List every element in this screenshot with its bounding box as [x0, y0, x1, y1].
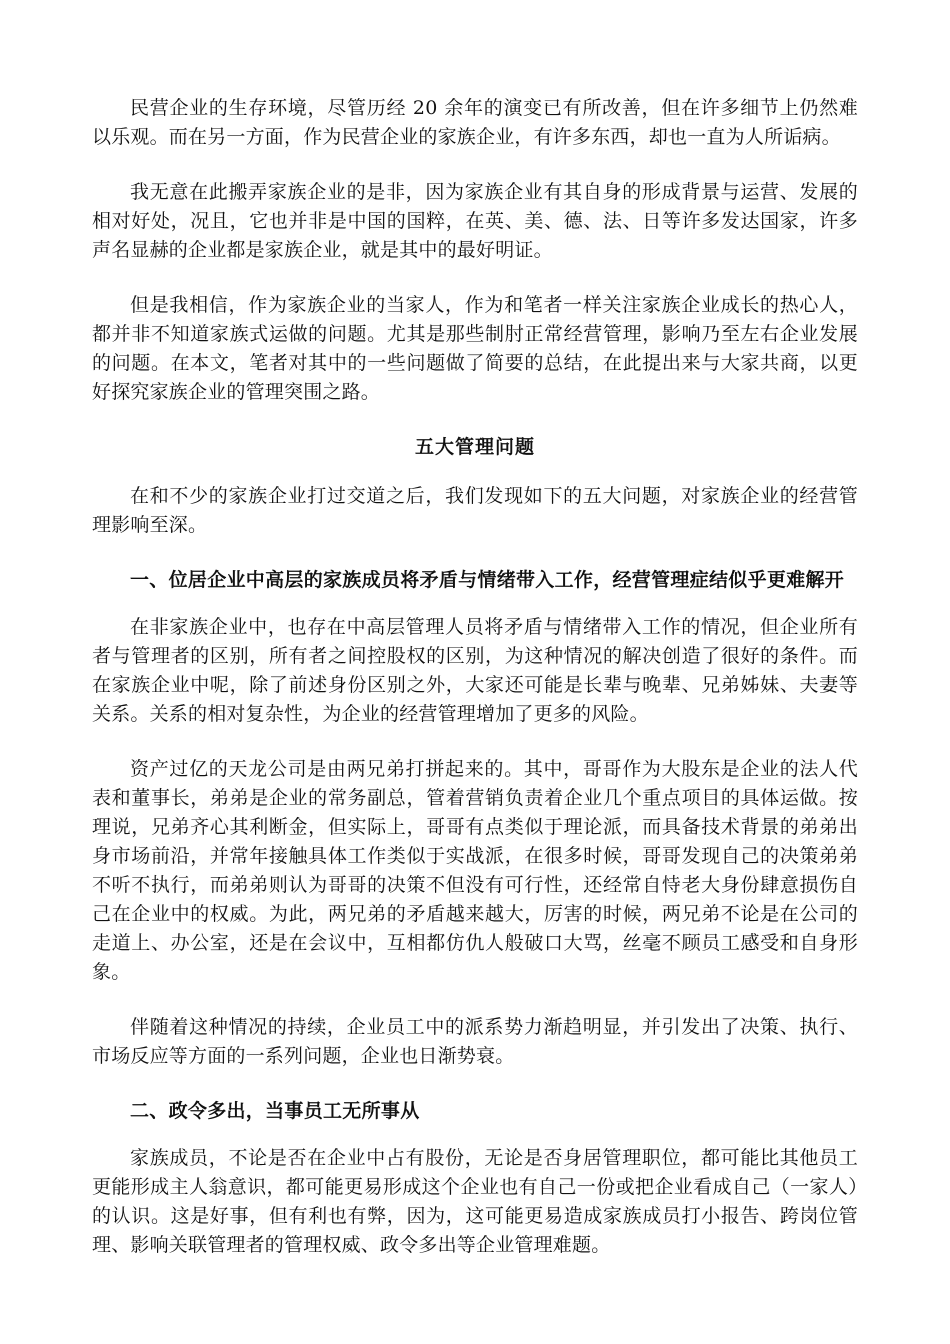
problem-2-heading: 二、政令多出，当事员工无所事从: [130, 1100, 420, 1122]
problem-2-paragraph-1: 家族成员，不论是否在企业中占有股份，无论是否身居管理职位，都可能比其他员工更能形成主人翁意识，都可能更易形成这个企业也有自己一份或把企业看成自己（一家人）的认识。这是好事，但有利也有弊，因为，这可能更易造成家族成员打小报告、跨岗位管理、影响关联管理者的管理权威、政令多出等企业管理难题。: [92, 1147, 858, 1256]
document-page: [92, 94, 858, 1286]
intro-paragraph-3: 但是我相信，作为家族企业的当家人，作为和笔者一样关注家族企业成长的热心人，都并非不知道家族式运做的问题。尤其是那些制肘正常经营管理，影响乃至左右企业发展的问题。在本文，笔者对其中的一些问题做了简要的总结，在此提出来与大家共商，以更好探究家族企业的管理突围之路。: [92, 294, 858, 403]
section-intro-paragraph: 在和不少的家族企业打过交道之后，我们发现如下的五大问题，对家族企业的经营管理影响至深。: [92, 485, 858, 536]
problem-1-paragraph-2: 资产过亿的天龙公司是由两兄弟打拼起来的。其中，哥哥作为大股东是企业的法人代表和董事长，弟弟是企业的常务副总，管着营销负责着企业几个重点项目的具体运做。按理说，兄弟齐心其利断金，但实际上，哥哥有点类似于理论派，而具备技术背景的弟弟出身市场前沿，并常年接触具体工作类似于实战派，在很多时候，哥哥发现自己的决策弟弟不听不执行，而弟弟则认为哥哥的决策不但没有可行性，还经常自恃老大身份肆意损伤自己在企业中的权威。为此，两兄弟的矛盾越来越大，厉害的时候，两兄弟不论是在公司的走道上、办公室，还是在会议中，互相都仿仇人般破口大骂，丝毫不顾员工感受和自身形象。: [92, 758, 858, 983]
problem-1-paragraph-1: 在非家族企业中，也存在中高层管理人员将矛盾与情绪带入工作的情况，但企业所有者与管理者的区别，所有者之间控股权的区别，为这种情况的解决创造了很好的条件。而在家族企业中呢，除了前述身份区别之外，大家还可能是长辈与晚辈、兄弟姊妹、夫妻等关系。关系的相对复杂性，为企业的经营管理增加了更多的风险。: [92, 616, 858, 725]
problem-1-paragraph-3: 伴随着这种情况的持续，企业员工中的派系势力渐趋明显，并引发出了决策、执行、市场反应等方面的一系列问题，企业也日渐势衰。: [92, 1016, 858, 1067]
problem-1-heading: 一、位居企业中高层的家族成员将矛盾与情绪带入工作，经营管理症结似乎更难解开: [130, 569, 845, 591]
section-title: 五大管理问题: [414, 436, 535, 458]
intro-paragraph-1: 民营企业的生存环境，尽管历经 20 余年的演变已有所改善，但在许多细节上仍然难以乐观。而在另一方面，作为民营企业的家族企业，有许多东西，却也一直为人所诟病。: [92, 97, 858, 148]
intro-paragraph-2: 我无意在此搬弄家族企业的是非，因为家族企业有其自身的形成背景与运营、发展的相对好处，况且，它也并非是中国的国粹，在英、美、德、法、日等许多发达国家，许多声名显赫的企业都是家族企业，就是其中的最好明证。: [92, 181, 858, 261]
